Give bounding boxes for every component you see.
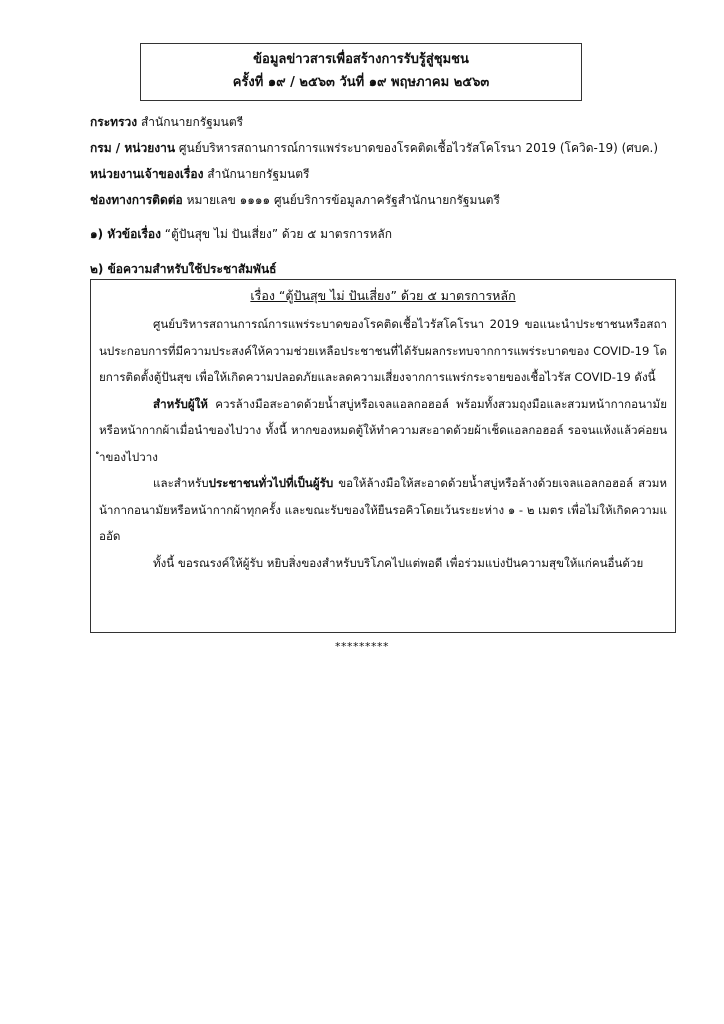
end-of-document-mark: ********* [335, 640, 389, 653]
meta-department-label: กรม / หน่วยงาน [90, 141, 176, 155]
meta-ministry [90, 113, 243, 131]
receivers-text: ขอให้ล้างมือให้สะอาดด้วยน้ำสบู่หรือล้างด้วยเจลแอลกอฮอล์ สวมหน้ากากอนามัยหรือหน้ากากผ้าทุกครั้ง และขณะรับของให้ยืนรอคิวโดยเว้นระยะห่าง ๑ - ๒ เมตร เพื่อไม่ให้เกิดความแออัด [99, 476, 667, 543]
meta-ministry-value: สำนักนายกรัฐมนตรี [140, 115, 244, 129]
paragraph-intro-text: ศูนย์บริหารสถานการณ์การแพร่ระบาดของโรคติดเชื้อไวรัสโคโรนา 2019 ขอแนะนำประชาชนหรือสถานประกอบการที่มีความประสงค์ให้ความช่วยเหลือประชาชนที่ได้รับผลกระทบจากการแพร่ระบาดของ COVID-19 โดยการติดตั้งตู้ปันสุข เพื่อให้เกิดความปลอดภัยและลดความเสี่ยงจากการแพร่กระจายของเชื้อไวรัส COVID-19 ดังนี้ [99, 317, 667, 384]
meta-contact-label: ช่องทางการติดต่อ [90, 193, 183, 207]
topic-value: “ตู้ปันสุข ไม่ ปันเสี่ยง” ด้วย ๕ มาตรการหลัก [164, 227, 393, 241]
meta-owner-value: สำนักนายกรัฐมนตรี [207, 167, 310, 181]
announcement-subject: เรื่อง “ตู้ปันสุข ไม่ ปันเสี่ยง” ด้วย ๕ มาตรการหลัก [250, 288, 516, 303]
paragraph-intro [99, 311, 667, 391]
topic-line [90, 225, 392, 243]
givers-text: ควรล้างมือสะอาดด้วยน้ำสบู่หรือเจลแอลกอฮอล์ พร้อมทั้งสวมถุงมือและสวมหน้ากากอนามัยหรือหน้ากากผ้าเมื่อนำของไปวาง ทั้งนี้ หากของหมดตู้ให้ทำความสะอาดด้วยผ้าเช็ดแอลกอฮอล์ รอจนแห้งแล้วค่อยนำของไปวาง [99, 396, 667, 464]
announcement-box [90, 279, 676, 633]
section-heading: ๒) ข้อความสำหรับใช้ประชาสัมพันธ์ [90, 262, 277, 276]
receivers-heading: ประชาชนทั่วไปที่เป็นผู้รับ [208, 476, 334, 490]
meta-department [90, 139, 658, 157]
header-box [140, 43, 582, 101]
meta-department-value: ศูนย์บริหารสถานการณ์การแพร่ระบาดของโรคติดเชื้อไวรัสโคโรนา 2019 (โควิด-19) (ศบค.) [178, 141, 659, 155]
paragraph-givers [99, 391, 667, 471]
closing-text: ทั้งนี้ ขอรณรงค์ให้ผู้รับ หยิบสิ่งของสำหรับบริโภคไปแต่พอดี เพื่อร่วมแบ่งปันความสุขให้แก่คนอื่นด้วย [153, 555, 644, 570]
receivers-prefix: และสำหรับ [153, 476, 209, 490]
paragraph-closing [99, 550, 667, 577]
meta-owner [90, 165, 309, 183]
meta-ministry-label: กระทรวง [90, 115, 138, 129]
meta-contact-value: หมายเลข ๑๑๑๑ ศูนย์บริการข้อมูลภาครัฐสำนักนายกรัฐมนตรี [186, 193, 500, 207]
topic-label: ๑) หัวข้อเรื่อง [90, 227, 161, 241]
header-issue-date: ครั้งที่ ๑๙ / ๒๕๖๓ วันที่ ๑๙ พฤษภาคม ๒๕๖๓ [232, 75, 490, 90]
meta-contact [90, 191, 500, 209]
givers-heading: สำหรับผู้ให้ [153, 396, 208, 411]
meta-owner-label: หน่วยงานเจ้าของเรื่อง [90, 167, 204, 181]
header-title: ข้อมูลข่าวสารเพื่อสร้างการรับรู้สู่ชุมชน [253, 52, 469, 67]
paragraph-receivers [99, 470, 667, 550]
